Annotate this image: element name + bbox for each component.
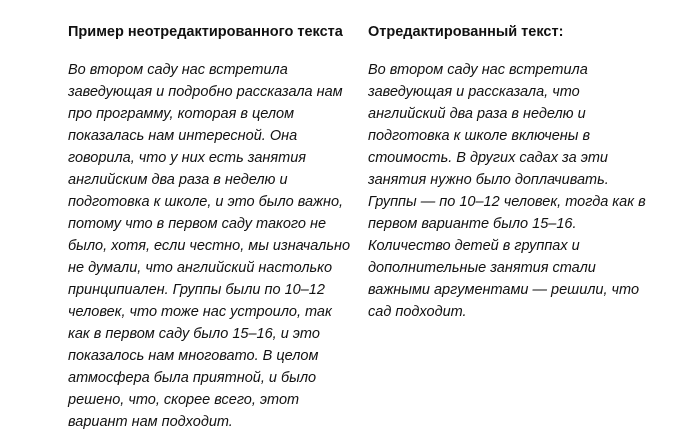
unedited-text-line: вариант нам подходит. <box>68 414 233 430</box>
edited-text-line: Во втором саду нас встретила <box>368 62 588 78</box>
edited-text-line: важными аргументами — решили, что <box>368 282 640 298</box>
edited-text-line: первом варианте было 15–16. <box>368 216 577 232</box>
unedited-text-line: потому что в первом саду такого не <box>68 216 327 232</box>
unedited-text-line: решено, что, скорее всего, этот <box>68 392 300 408</box>
unedited-text-column <box>68 22 358 433</box>
unedited-text-line: говорила, что у них есть занятия <box>68 150 307 166</box>
unedited-text-line: заведующая и подробно рассказала нам <box>68 84 343 100</box>
unedited-text-line: показалась нам интересной. Она <box>68 128 298 144</box>
unedited-text-line: атмосфера была приятной, и было <box>68 370 317 386</box>
unedited-text-line: показалось нам многовато. В целом <box>68 348 319 364</box>
edited-text-line: английский два раза в неделю и <box>368 106 586 122</box>
edited-text-body <box>368 59 668 323</box>
edited-text-column <box>368 22 668 323</box>
unedited-text-line: про программу, которая в целом <box>68 106 295 122</box>
edited-text-line: подготовка к школе включены в <box>368 128 591 144</box>
unedited-text-heading: Пример неотредактированного текста <box>68 24 343 40</box>
unedited-text-line: как в первом саду было 15–16, и это <box>68 326 320 342</box>
edited-text-heading: Отредактированный текст: <box>368 24 564 40</box>
edited-text-line: дополнительные занятия стали <box>368 260 596 276</box>
edited-text-line: Количество детей в группах и <box>368 238 580 254</box>
unedited-text-line: подготовка к школе, и это было важно, <box>68 194 344 210</box>
unedited-text-line: Во втором саду нас встретила <box>68 62 288 78</box>
unedited-text-line: человек, что тоже нас устроило, так <box>68 304 332 320</box>
unedited-text-line: было, хотя, если честно, мы изначально <box>68 238 351 254</box>
unedited-text-line: принципиален. Группы были по 10–12 <box>68 282 325 298</box>
edited-text-line: Группы — по 10–12 человек, тогда как в <box>368 194 646 210</box>
edited-text-line: сад подходит. <box>368 304 467 320</box>
edited-text-line: стоимость. В других садах за эти <box>368 150 608 166</box>
edited-text-line: заведующая и рассказала, что <box>368 84 580 100</box>
unedited-text-body <box>68 59 358 433</box>
unedited-text-line: не думали, что английский настолько <box>68 260 333 276</box>
edited-text-line: занятия нужно было доплачивать. <box>368 172 609 188</box>
unedited-text-line: английским два раза в неделю и <box>68 172 288 188</box>
